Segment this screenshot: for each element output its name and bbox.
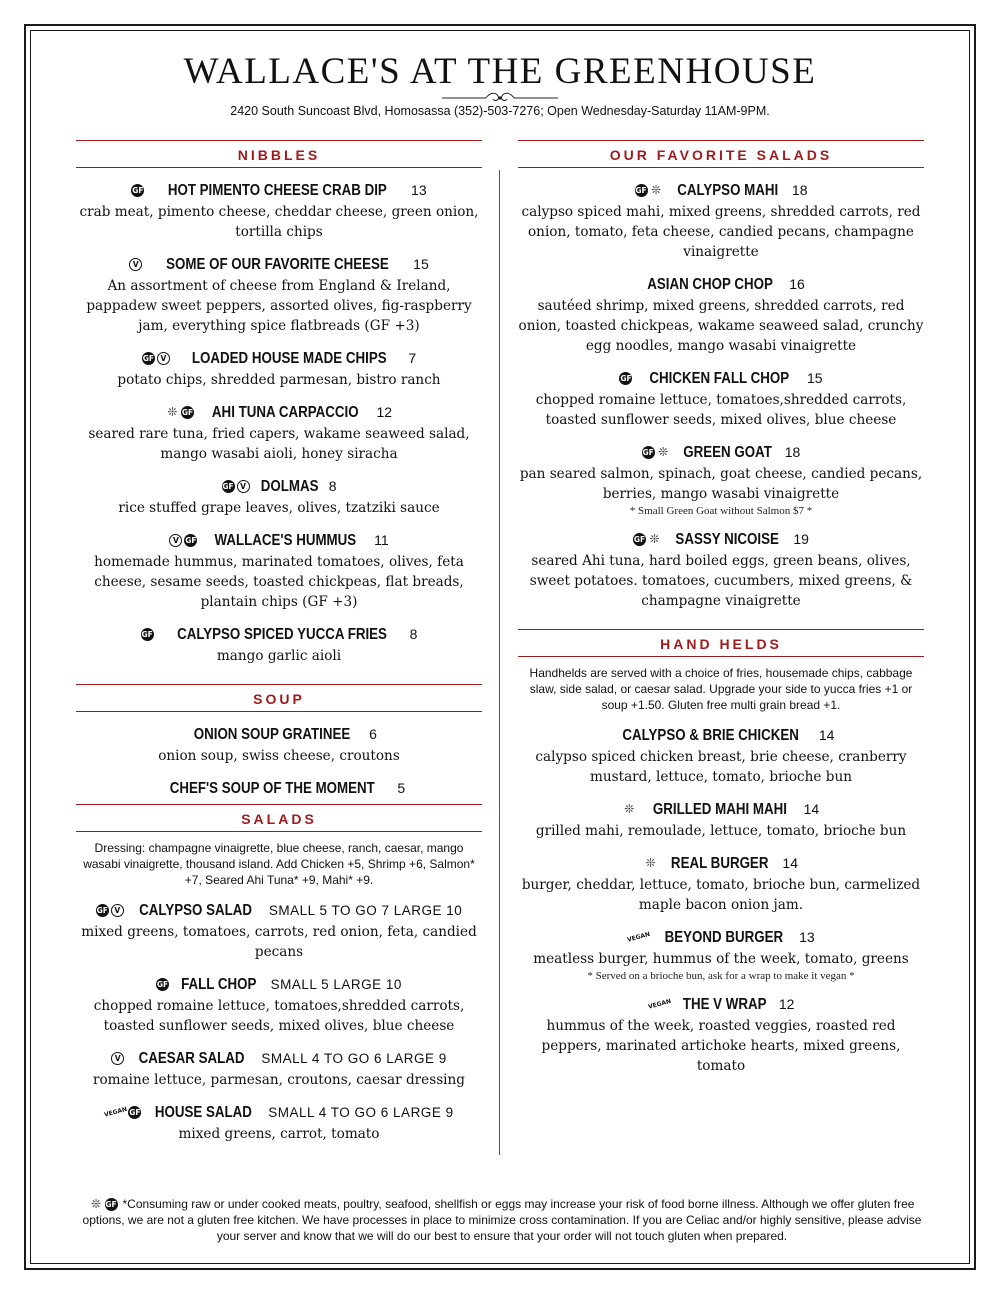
section-title: NIBBLES bbox=[237, 147, 321, 163]
menu-item bbox=[76, 624, 482, 666]
item-name: CALYPSO MAHI bbox=[676, 182, 778, 199]
gluten-free-icon: GF bbox=[185, 536, 197, 545]
item-name: CAESAR SALAD bbox=[138, 1050, 245, 1067]
disclaimer-text: *Consuming raw or under cooked meats, poultry, seafood, shellfish or eggs may increase your risk of food borne illness. Although we offer gluten free options, we are not a gluten free kitchen. We have processes in place to minimize cross contamination. If you are Celiac and/or highly sensitive, please advise your server and know that we will do our best to ensure that your order will not touch gluten when prepared. bbox=[82, 1197, 922, 1243]
item-price: 15 bbox=[413, 256, 429, 272]
section-title: SALADS bbox=[241, 811, 317, 827]
item-name: DOLMAS bbox=[260, 478, 318, 495]
item-description: rice stuffed grape leaves, olives, tzatziki sauce bbox=[118, 500, 440, 516]
item-name: ONION SOUP GRATINEE bbox=[193, 726, 351, 743]
gluten-free-icon: GF bbox=[642, 448, 654, 457]
item-price: 12 bbox=[376, 404, 393, 420]
item-name: FALL CHOP bbox=[181, 976, 257, 993]
item-price: 11 bbox=[374, 532, 389, 548]
vegetarian-icon: V bbox=[237, 480, 250, 493]
menu-item bbox=[76, 402, 482, 464]
item-sizes: SMALL 5 TO GO 7 LARGE 10 bbox=[268, 903, 463, 918]
gluten-free-icon: GF bbox=[129, 1108, 141, 1117]
item-description: An assortment of cheese from England & Ireland, pappadew sweet peppers, assorted olives, fig-raspberry jam, everything spice flatbreads (GF +3) bbox=[86, 278, 472, 334]
restaurant-title: WALLACE'S AT THE GREENHOUSE bbox=[183, 51, 817, 92]
item-name: CALYPSO & BRIE CHICKEN bbox=[621, 727, 799, 744]
gluten-free-icon: GF bbox=[105, 1200, 117, 1210]
item-sizes: SMALL 5 LARGE 10 bbox=[270, 977, 402, 992]
vegan-icon: VEGAN bbox=[103, 1105, 129, 1119]
item-description: mixed greens, tomatoes, carrots, red onion, feta, candied pecans bbox=[81, 924, 477, 960]
item-price: 12 bbox=[778, 996, 795, 1012]
item-price: 19 bbox=[793, 531, 809, 547]
gluten-free-icon: GF bbox=[620, 374, 632, 383]
item-description: sautéed shrimp, mixed greens, shredded carrots, red onion, toasted chickpeas, wakame seaweed salad, crunchy egg noodles, mango wasabi vinaigrette bbox=[518, 298, 924, 354]
handhelds-info: Handhelds are served with a choice of fries, housemade chips, cabbage slaw, side salad, or caesar salad. Upgrade your side to yucca fries +1 or soup +1.50. Gluten free multi grain bread +1. bbox=[529, 666, 913, 712]
raw-snowflake-icon: ❊ bbox=[645, 856, 656, 870]
menu-item bbox=[76, 900, 482, 962]
gluten-free-icon: GF bbox=[635, 186, 647, 195]
section-header-hand-helds bbox=[518, 629, 924, 657]
item-description: potato chips, shredded parmesan, bistro ranch bbox=[117, 372, 441, 388]
item-description: mango garlic aioli bbox=[216, 648, 342, 664]
vegetarian-icon: V bbox=[157, 352, 170, 365]
vegetarian-icon: V bbox=[111, 1052, 124, 1065]
item-description: romaine lettuce, parmesan, croutons, caesar dressing bbox=[93, 1072, 465, 1088]
gluten-free-icon: GF bbox=[142, 354, 154, 363]
section-title: HAND HELDS bbox=[660, 636, 782, 652]
vegan-icon: VEGAN bbox=[647, 997, 672, 1011]
item-description: homemade hummus, marinated tomatoes, olives, feta cheese, sesame seeds, toasted chickpeas, flat breads, plantain chips (GF +3) bbox=[94, 554, 464, 610]
item-name: HOT PIMENTO CHEESE CRAB DIP bbox=[168, 182, 388, 199]
item-price: 8 bbox=[328, 478, 337, 494]
item-name: CALYPSO SPICED YUCCA FRIES bbox=[176, 626, 387, 643]
item-price: 18 bbox=[791, 182, 808, 198]
item-name: SASSY NICOISE bbox=[675, 531, 779, 548]
item-description: seared rare tuna, fried capers, wakame seaweed salad, mango wasabi aioli, honey siracha bbox=[88, 426, 470, 462]
item-price: 13 bbox=[411, 182, 427, 198]
menu-item bbox=[76, 476, 482, 518]
item-name: WALLACE'S HUMMUS bbox=[214, 532, 357, 549]
item-price: 18 bbox=[784, 444, 801, 460]
item-description: pan seared salmon, spinach, goat cheese, candied pecans, berries, mango wasabi vinaigrette bbox=[519, 466, 923, 502]
item-price: 14 bbox=[803, 801, 820, 817]
item-price: 13 bbox=[799, 929, 815, 945]
item-name: HOUSE SALAD bbox=[155, 1104, 253, 1121]
gluten-free-icon: GF bbox=[141, 630, 153, 639]
item-price: 14 bbox=[818, 727, 835, 743]
menu-item bbox=[76, 974, 482, 1036]
gluten-free-icon: GF bbox=[181, 408, 194, 417]
gluten-free-icon: GF bbox=[222, 482, 234, 491]
dressing-info: Dressing: champagne vinaigrette, blue cheese, ranch, caesar, mango wasabi vinaigrette, thousand island. Add Chicken +5, Shrimp +6, Salmon* +7, Seared Ahi Tuna* +9, Mahi* +9. bbox=[83, 841, 475, 887]
vegetarian-icon: V bbox=[129, 258, 142, 271]
raw-snowflake-icon: ❊ bbox=[167, 405, 178, 419]
gluten-free-icon: GF bbox=[156, 980, 169, 989]
item-price: 15 bbox=[806, 370, 823, 386]
address-line: 2420 South Suncoast Blvd, Homosassa (352)-503-7276; Open Wednesday-Saturday 11AM-9PM. bbox=[230, 104, 770, 118]
menu-item bbox=[76, 530, 482, 612]
vegetarian-icon: V bbox=[169, 534, 182, 547]
section-header-nibbles bbox=[76, 140, 482, 168]
item-sizes: SMALL 4 TO GO 6 LARGE 9 bbox=[268, 1105, 454, 1120]
menu-item bbox=[76, 180, 482, 242]
item-description: chopped romaine lettuce, tomatoes,shredded carrots, toasted sunflower seeds, mixed olives, blue cheese bbox=[93, 998, 465, 1034]
item-price: 14 bbox=[782, 855, 798, 871]
item-name: ASIAN CHOP CHOP bbox=[647, 276, 774, 293]
allergy-disclaimer bbox=[72, 1196, 932, 1244]
menu-item bbox=[76, 778, 482, 798]
menu-item bbox=[518, 274, 924, 356]
item-name: CHICKEN FALL CHOP bbox=[649, 370, 790, 387]
right-column bbox=[518, 140, 924, 1088]
item-description: calypso spiced mahi, mixed greens, shredded carrots, red onion, tomato, feta cheese, candied pecans, champagne vinaigrette bbox=[521, 204, 921, 260]
left-column bbox=[76, 140, 482, 1156]
section-header-soup bbox=[76, 684, 482, 712]
section-header-salads bbox=[76, 804, 482, 832]
item-price: 5 bbox=[397, 780, 406, 796]
raw-snowflake-icon: ❊ bbox=[658, 445, 669, 459]
item-description: hummus of the week, roasted veggies, roasted red peppers, marinated artichoke hearts, mixed greens, tomato bbox=[541, 1018, 901, 1074]
item-price: 7 bbox=[408, 350, 417, 366]
item-name: CHEF'S SOUP OF THE MOMENT bbox=[169, 780, 375, 797]
item-price: 8 bbox=[409, 626, 418, 642]
item-description: grilled mahi, remoulade, lettuce, tomato, brioche bun bbox=[535, 823, 907, 839]
menu-item bbox=[76, 348, 482, 390]
gluten-free-icon: GF bbox=[96, 906, 108, 915]
item-name: GREEN GOAT bbox=[682, 444, 772, 461]
item-note: * Small Green Goat without Salmon $7 * bbox=[629, 505, 813, 517]
raw-snowflake-icon: ❊ bbox=[650, 183, 662, 197]
menu-item bbox=[518, 725, 924, 787]
item-note: * Served on a brioche bun, ask for a wrap to make it vegan * bbox=[587, 970, 855, 982]
item-price: 16 bbox=[789, 276, 805, 292]
item-name: CALYPSO SALAD bbox=[138, 902, 252, 919]
column-divider bbox=[499, 170, 500, 1155]
menu-item bbox=[76, 1102, 482, 1144]
item-description: chopped romaine lettuce, tomatoes,shredded carrots, toasted sunflower seeds, mixed olives, blue cheese bbox=[535, 392, 907, 428]
menu-item bbox=[518, 853, 924, 915]
item-description: meatless burger, hummus of the week, tomato, greens bbox=[533, 951, 909, 967]
item-sizes: SMALL 4 TO GO 6 LARGE 9 bbox=[261, 1051, 447, 1066]
menu-item bbox=[518, 799, 924, 841]
item-name: LOADED HOUSE MADE CHIPS bbox=[191, 350, 387, 367]
item-name: BEYOND BURGER bbox=[664, 929, 784, 946]
item-description: burger, cheddar, lettuce, tomato, brioche bun, carmelized maple bacon onion jam. bbox=[521, 877, 921, 913]
item-name: GRILLED MAHI MAHI bbox=[652, 801, 787, 818]
section-title: OUR FAVORITE SALADS bbox=[609, 147, 833, 163]
menu-item bbox=[76, 724, 482, 766]
item-description: crab meat, pimento cheese, cheddar cheese, green onion, tortilla chips bbox=[79, 204, 479, 240]
menu-item bbox=[518, 927, 924, 982]
item-name: REAL BURGER bbox=[670, 855, 769, 872]
raw-snowflake-icon: ❊ bbox=[649, 532, 660, 546]
menu-item bbox=[76, 1048, 482, 1090]
section-header-favorite-salads bbox=[518, 140, 924, 168]
menu-item bbox=[518, 994, 924, 1076]
menu-item bbox=[76, 254, 482, 336]
item-name: THE V WRAP bbox=[682, 996, 767, 1013]
menu-item bbox=[518, 442, 924, 517]
item-description: mixed greens, carrot, tomato bbox=[178, 1126, 380, 1142]
item-price: 6 bbox=[369, 726, 377, 742]
menu-item bbox=[518, 180, 924, 262]
item-description: calypso spiced chicken breast, brie cheese, cranberry mustard, lettuce, tomato, brioche bun bbox=[535, 749, 907, 785]
gluten-free-icon: GF bbox=[132, 186, 144, 195]
item-description: seared Ahi tuna, hard boiled eggs, green beans, olives, sweet potatoes. tomatoes, cucumbers, mixed greens, & champagne vinaigrette bbox=[529, 553, 913, 609]
vegan-icon: VEGAN bbox=[626, 930, 652, 944]
menu-item bbox=[518, 368, 924, 430]
item-name: AHI TUNA CARPACCIO bbox=[211, 404, 359, 421]
gluten-free-icon: GF bbox=[633, 535, 646, 544]
menu-item bbox=[518, 529, 924, 611]
raw-snowflake-icon: ❊ bbox=[624, 802, 635, 816]
item-name: SOME OF OUR FAVORITE CHEESE bbox=[166, 256, 390, 273]
vegetarian-icon: V bbox=[111, 904, 124, 917]
section-title: SOUP bbox=[253, 691, 305, 707]
raw-snowflake-icon: ❊ bbox=[90, 1197, 102, 1212]
item-description: onion soup, swiss cheese, croutons bbox=[158, 748, 400, 764]
